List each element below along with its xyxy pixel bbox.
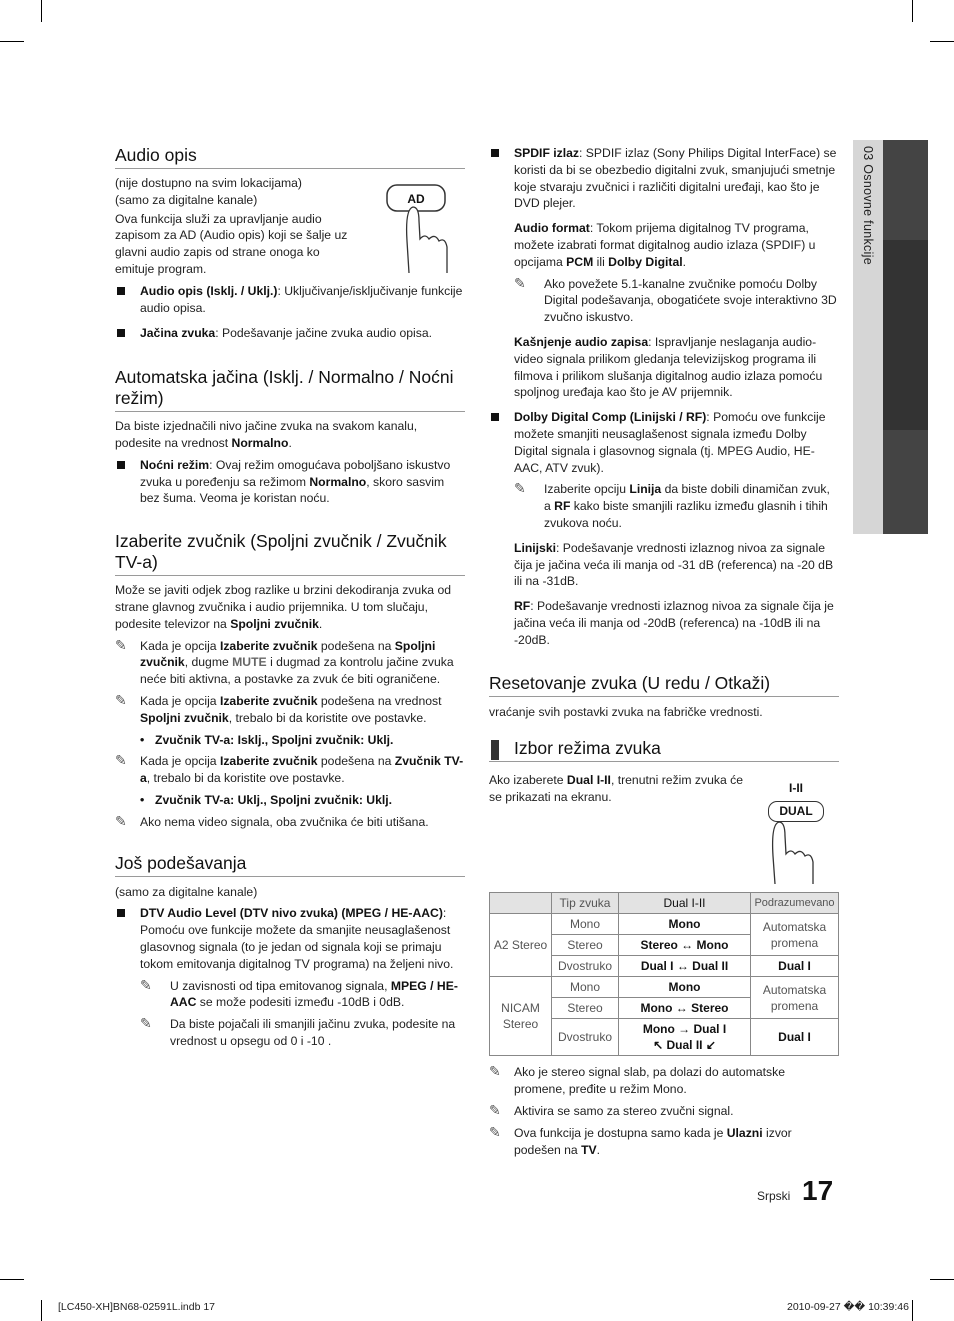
section-speaker-select [115, 531, 465, 830]
paragraph: Linijski: Podešavanje vrednosti izlaznog nivoa za signale čija je jačina veća ili manja od -31 dB (referenca) na -20 dB ili na -31dB. [514, 540, 834, 589]
table-cell: Tip zvuka [552, 893, 619, 914]
pencil-note-icon: ✎ [489, 1101, 501, 1118]
digital-only-note: (samo za digitalne kanale) [115, 192, 258, 207]
table-cell: Dvostruko [552, 956, 619, 977]
heading-bar-icon [491, 740, 499, 760]
table-cell: NICAM Stereo [490, 977, 552, 1056]
left-column [115, 145, 465, 1050]
table-cell: Dual I-II [619, 893, 751, 914]
chapter-label: 03 Osnovne funkcije [861, 146, 875, 265]
note: ✎ Kada je opcija Izaberite zvučnik podešena na Spoljni zvučnik, dugme MUTE i dugmad za kontrolu jačine zvuka neće biti aktivna, a postavke za zvuk će biti ograničene. [115, 636, 454, 687]
crop-mark [0, 1279, 24, 1280]
table-cell: Mono ↔ Stereo [619, 998, 751, 1019]
table-cell: Dual I [751, 956, 839, 977]
note: ✎ Aktivira se samo za stereo zvučni signal. [489, 1101, 734, 1118]
remote-button-wrap [761, 801, 831, 822]
pencil-note-icon: ✎ [514, 480, 526, 497]
section-title: Resetovanje zvuka (U redu / Otkaži) [489, 673, 839, 697]
note: ✎ Ova funkcija je dostupna samo kada je Ulazni izvor podešen na TV. [489, 1123, 792, 1157]
paragraph: Audio format: Tokom prijema digitalnog TV programa, možete izabrati format digitalnog audio izlaza (SPDIF) u opcijama PCM ili Dolby Digital. [514, 221, 816, 269]
section-reset-sound [489, 673, 839, 721]
table-row [490, 914, 839, 935]
section-title: Izaberite zvučnik (Spoljni zvučnik / Zvučnik TV-a) [115, 531, 465, 576]
sub-list-item: • Zvučnik TV-a: Uklj., Spoljni zvučnik: Uklj. [115, 792, 465, 809]
crop-mark [0, 41, 24, 42]
paragraph: RF: Podešavanje vrednosti izlaznog nivoa za signale čija je jačina veća ili manja od -20dB (referenca) na -10dB ili na -20dB. [514, 599, 834, 647]
section-title: Automatska jačina (Isklj. / Normalno / Noćni režim) [115, 367, 465, 412]
sound-mode-intro [489, 772, 839, 892]
note: ✎ Da biste pojačali ili smanjili jačinu zvuka, podesite na vrednost u opsegu od 0 i -10 . [140, 1015, 456, 1048]
list-item: Dolby Digital Comp (Linijski / RF): Pomoću ove funkcije možete smanjiti neusaglašenost signala između Dolby Digital signala i glasovnog signala (tj. MPEG Audio, HE-AAC, ATV zvuk). [489, 409, 839, 476]
pencil-note-icon: ✎ [115, 752, 127, 769]
note: ✎ Ako je stereo signal slab, pa dolazi do automatske promene, pređite u režim Mono. [489, 1063, 785, 1097]
pencil-note-icon: ✎ [115, 812, 127, 829]
pencil-note-icon: ✎ [115, 691, 127, 708]
table-cell: Dual I [751, 1019, 839, 1056]
note: ✎ Izaberite opciju Linija da biste dobili dinamičan zvuk, a RF kako biste smanjili razliku između glasnih i tihih zvukova noću. [514, 480, 830, 530]
list-item: Jačina zvuka: Podešavanje jačine zvuka audio opisa. [115, 325, 465, 342]
note: ✎ U zavisnosti od tipa emitovanog signala, MPEG / HE-AAC se može podesiti između -10dB i 0dB. [140, 976, 458, 1010]
dual-remote-illustration [761, 780, 831, 886]
section-sound-mode [489, 738, 839, 1158]
table-row [490, 977, 839, 998]
hand-press-icon [385, 181, 455, 276]
table-cell [490, 893, 552, 914]
ad-button-label: AD [407, 192, 425, 206]
crop-mark [930, 1279, 954, 1280]
list-item: SPDIF izlaz: SPDIF izlaz (Sony Philips Digital InterFace) se koristi da bi se obezbedio digitalni zvuk, smanjujući smetnje koje stvaraju zvučnici i različiti digitalni uređaji, kao što je DVD plejer. [489, 145, 839, 212]
table-cell: Stereo ↔ Mono [619, 935, 751, 956]
hand-press-icon [761, 816, 831, 886]
section-title: Izbor režima zvuka [489, 738, 839, 762]
audio-opis-description: Ova funkcija služi za upravljanje audio zapisom za AD (Audio opis) koji se šalje uz glavni audio zapis od strane onoga ko emituje program. [115, 211, 348, 276]
footer-file-info: [LC450-XH]BN68-02591L.indb 17 [58, 1301, 216, 1313]
chapter-side-tab [853, 140, 928, 534]
note: ✎ Ako nema video signala, oba zvučnika će biti utišana. [115, 812, 429, 829]
pencil-note-icon: ✎ [489, 1063, 501, 1080]
pencil-note-icon: ✎ [514, 274, 526, 291]
cell-line: Mono → Dual I [642, 1022, 727, 1037]
dual-button: DUAL [768, 801, 823, 822]
section-audio-opis [115, 145, 465, 342]
list-item: Audio opis (Isklj. / Uklj.): Uključivanje/isključivanje funkcije audio opisa. [115, 283, 465, 317]
page-language: Srpski [757, 1189, 791, 1203]
section-auto-volume [115, 367, 465, 507]
cell-line: ↖ Dual II ↙ [653, 1038, 716, 1053]
table-cell: Dual I ↔ Dual II [619, 956, 751, 977]
paragraph: Može se javiti odjek zbog razlike u brzini dekodiranja zvuka od strane glavnog zvučnika i audio prijemnika. U tom slučaju, podesite televizor na Spoljni zvučnik. [115, 583, 452, 631]
table-cell: Mono [552, 977, 619, 998]
note: ✎ Kada je opcija Izaberite zvučnik podešena na Zvučnik TV-a, trebalo bi da koristite ove postavke. [115, 752, 464, 786]
table-cell: A2 Stereo [490, 914, 552, 977]
list-item: DTV Audio Level (DTV nivo zvuka) (MPEG / HE-AAC): Pomoću ove funkcije možete da smanjite neusaglašenost glasovnog signala (to je jedan od signala koji se primaju tokom emitovanja digitalnog TV programa) na željeni nivo. [115, 905, 465, 972]
sound-mode-table [489, 892, 839, 1056]
paragraph: Da biste izjednačili nivo jačine zvuka na svakom kanalu, podesite na vrednost Normalno. [115, 419, 418, 450]
crop-mark [912, 0, 913, 22]
sub-list-item: • Zvučnik TV-a: Isklj., Spoljni zvučnik: Uklj. [115, 732, 465, 749]
table-cell: Stereo [552, 998, 619, 1019]
table-cell: Mono [619, 977, 751, 998]
table-cell: Mono [619, 914, 751, 935]
table-cell: Dvostruko [552, 1019, 619, 1056]
side-tab-marker [883, 240, 928, 430]
table-row [490, 893, 839, 914]
list-item: Noćni režim: Ovaj režim omogućava poboljšano iskustvo zvuka u poređenju sa režimom Normalno, skoro sasvim bez šuma. Veoma je koristan noću. [115, 457, 465, 507]
table-cell: Automatska promena [751, 977, 839, 1019]
ad-remote-illustration [385, 181, 455, 281]
page-number: 17 [802, 1175, 834, 1206]
crop-mark [930, 41, 954, 42]
section-title: Još podešavanja [115, 853, 465, 877]
pencil-note-icon: ✎ [140, 976, 152, 993]
crop-mark [912, 1300, 913, 1321]
section-title: Audio opis [115, 145, 465, 169]
digital-only-note: (samo za digitalne kanale) [115, 884, 258, 899]
audio-opis-intro [115, 175, 465, 278]
paragraph: vraćanje svih postavki zvuka na fabričke vrednosti. [489, 704, 763, 719]
right-column [489, 145, 839, 1158]
crop-mark [41, 1300, 42, 1321]
availability-note: (nije dostupno na svim lokacijama) [115, 176, 302, 190]
note: ✎ Kada je opcija Izaberite zvučnik podešena na vrednost Spoljni zvučnik, trebalo bi da koristite ove postavke. [115, 691, 442, 725]
section-more-settings [115, 853, 465, 1050]
paragraph: Kašnjenje audio zapisa: Ispravljanje neslaganja audio-video signala prilikom gledanja televizijskog programa ili filmova i prilikom slušanja digitalnog audio izlaza pomoću spoljnog uređaja kao što je AV prijemnik. [514, 334, 823, 400]
table-cell: Automatska promena [751, 914, 839, 956]
crop-mark [41, 0, 42, 22]
footer-timestamp: 2010-09-27 �� 10:39:46 [787, 1301, 909, 1313]
table-cell [619, 1019, 751, 1056]
pencil-note-icon: ✎ [115, 636, 127, 653]
table-cell: Mono [552, 914, 619, 935]
pencil-note-icon: ✎ [140, 1015, 152, 1032]
paragraph: Ako izaberete Dual I-II, trenutni režim zvuka će se prikazati na ekranu. [489, 773, 744, 805]
table-cell: Stereo [552, 935, 619, 956]
remote-label: I-II [789, 781, 803, 796]
pencil-note-icon: ✎ [489, 1123, 501, 1140]
table-cell: Podrazumevano [751, 893, 839, 914]
note: ✎ Ako povežete 5.1-kanalne zvučnike pomoću Dolby Digital podešavanja, obogatićete svoje interaktivno 3D zvučno iskustvo. [514, 274, 837, 325]
